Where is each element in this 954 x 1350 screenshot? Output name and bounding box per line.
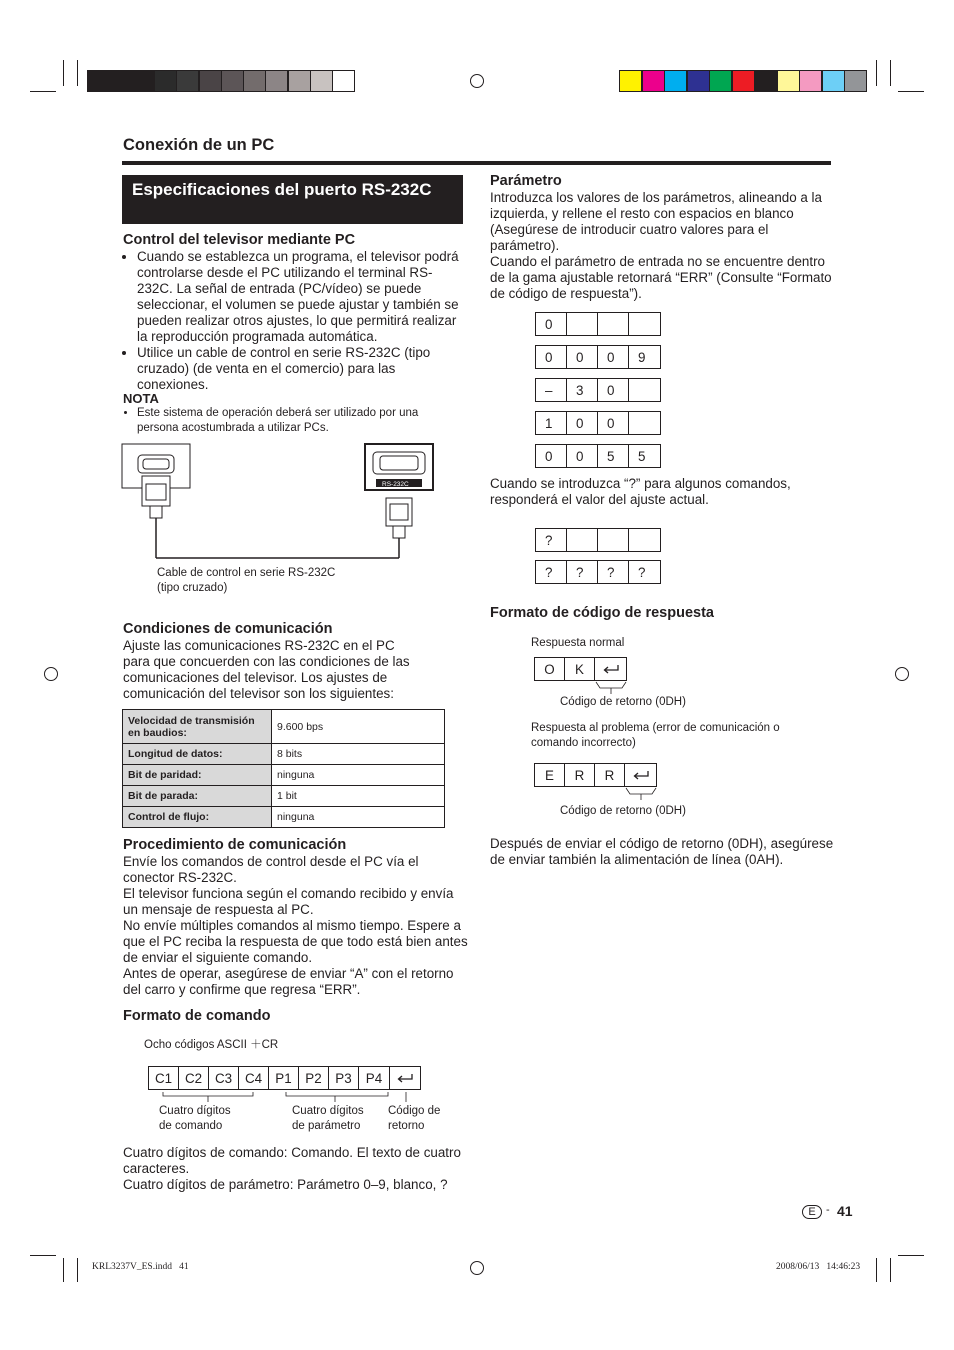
language-badge: E — [802, 1205, 822, 1219]
nota-text — [123, 406, 453, 435]
gray-swatch — [176, 70, 199, 92]
color-swatch — [754, 70, 777, 92]
parameter-text: Introduzca los valores de los parámetros, alineando a la izquierda, y rellene el resto con espacios en blanco (Asegúrese de introducir cuatro valores para el parámetro). Cuando el parámetro de entrada no se encuentre dentro de la gama ajustable retornará “ERR” (Consulte “Formato de código de respuesta”). — [490, 190, 832, 301]
parameter-digits-label: Cuatro dígitos de parámetro — [292, 1105, 364, 1132]
parameter-cell — [629, 379, 660, 401]
table-row: Longitud de datos: 8 bits — [123, 744, 445, 765]
list-item: • Este sistema de operación deberá ser utilizado por una persona acostumbrada a utilizar PCs. — [137, 406, 453, 435]
header-rule — [122, 161, 831, 165]
port-label: RS-232C — [382, 481, 409, 488]
response-heading: Formato de código de respuesta — [490, 605, 714, 621]
command-format-description: Cuatro dígitos de comando: Comando. El texto de cuatro caracteres. Cuatro dígitos de parámetro: Parámetro 0–9, blanco, ? — [123, 1145, 461, 1192]
parameter-cell: P1 — [269, 1067, 299, 1089]
table-row: Velocidad de transmisión en baudios: 9.600 bps — [123, 710, 445, 744]
response-text: Después de enviar el código de retorno (0DH), asegúrese de enviar también la alimentación de línea (0AH). — [490, 836, 834, 867]
return-code-ok-label: Código de retorno (0DH) — [560, 696, 686, 708]
parameter-cell: ? — [638, 564, 646, 580]
parameter-example-row — [535, 345, 661, 369]
parameter-cell: P3 — [329, 1067, 359, 1089]
registration-mark-icon — [470, 1261, 484, 1275]
gray-swatch — [199, 70, 222, 92]
gray-swatch — [132, 70, 155, 92]
parameter-cell: 0 — [536, 313, 567, 335]
response-cell: R — [595, 764, 625, 786]
ok-response-cells — [534, 657, 627, 681]
command-format-heading: Formato de comando — [123, 1008, 271, 1024]
parameter-cell: 0 — [598, 412, 629, 434]
gray-swatch — [87, 70, 110, 92]
procedure-text: Envíe los comandos de control desde el PC vía el conector RS-232C. El televisor funciona según el comando recibido y envía un mensaje de respuesta al PC. No envíe múltiples comandos al mismo tiempo. Espere a que el PC reciba la respuesta de que todo está bien antes de enviar el siguiente comando. Antes de operar, asegúrese de enviar “A” con el retorno del carro y confirme que regresa “ERR”. — [123, 854, 468, 997]
command-cell: C1 — [149, 1067, 179, 1089]
parameter-cell: ? — [536, 561, 567, 583]
parameter-cell: 1 — [536, 412, 567, 434]
parameter-cell: 0 — [567, 412, 598, 434]
color-swatch — [844, 70, 867, 92]
parameter-cell — [567, 313, 598, 335]
ok-bracket — [594, 681, 628, 695]
parameter-example-row — [535, 411, 661, 435]
registration-mark-icon — [470, 74, 484, 88]
command-format-cells — [148, 1066, 421, 1090]
color-swatch — [664, 70, 687, 92]
print-date: 2008/06/13 14:46:23 — [776, 1262, 861, 1272]
err-bracket — [624, 787, 658, 801]
parameter-cell — [567, 529, 598, 551]
page-number: 41 — [837, 1203, 853, 1219]
parameter-cell: 0 — [567, 346, 598, 368]
parameter-cell — [629, 313, 660, 335]
list-item: • Utilice un cable de control en serie RS-232C (tipo cruzado) (de venta en el comercio) para las conexiones. — [137, 345, 468, 393]
parameter-cell: 0 — [567, 445, 598, 467]
parameter-cell: – — [536, 379, 567, 401]
parameter-cell: 9 — [638, 349, 646, 365]
parameter-cell — [629, 529, 660, 551]
procedure-heading: Procedimiento de comunicación — [123, 837, 347, 853]
registration-mark-icon — [44, 667, 58, 681]
parameter-cell: 3 — [567, 379, 598, 401]
settings-table — [122, 709, 445, 828]
response-cell: K — [565, 658, 595, 680]
parameter-cell — [598, 313, 629, 335]
parameter-cell: 0 — [598, 379, 629, 401]
parameter-cell: ? — [598, 561, 629, 583]
table-row: Control de flujo: ninguna — [123, 807, 445, 828]
response-cell: O — [535, 658, 565, 680]
parameter-cell: 5 — [638, 448, 646, 464]
color-swatch — [642, 70, 665, 92]
return-key-icon — [625, 764, 656, 786]
color-swatch — [799, 70, 822, 92]
gray-swatch — [265, 70, 288, 92]
command-cell: C2 — [179, 1067, 209, 1089]
parameter-example-row — [535, 312, 661, 336]
nota-heading: NOTA — [123, 391, 159, 406]
conditions-heading: Condiciones de comunicación — [123, 621, 333, 637]
table-row: Bit de parada: 1 bit — [123, 786, 445, 807]
parameter-example-row — [535, 444, 661, 468]
color-swatch — [619, 70, 642, 92]
return-code-err-label: Código de retorno (0DH) — [560, 805, 686, 817]
cable-caption: Cable de control en serie RS-232C (tipo cruzado) — [157, 567, 336, 594]
gray-swatch — [154, 70, 177, 92]
parameter-cell: P4 — [359, 1067, 390, 1089]
parameter-example-row — [535, 560, 661, 584]
gray-swatch — [288, 70, 311, 92]
gray-swatch — [332, 70, 355, 92]
query-text: Cuando se introduzca “?” para algunos comandos, responderá el valor del ajuste actual. — [490, 476, 791, 507]
parameter-heading: Parámetro — [490, 173, 562, 189]
gray-swatch — [221, 70, 244, 92]
parameter-cell: 5 — [598, 445, 629, 467]
response-cell: R — [565, 764, 595, 786]
parameter-cell: ? — [536, 529, 567, 551]
parameter-cell: 0 — [536, 445, 567, 467]
control-bullets — [123, 249, 468, 393]
problem-response-label: Respuesta al problema (error de comunicación o comando incorrecto) — [531, 722, 780, 749]
parameter-example-row — [535, 528, 661, 552]
parameter-cell: ? — [567, 561, 598, 583]
list-item: • Cuando se establezca un programa, el televisor podrá controlarse desde el PC utilizando el terminal RS-232C. La señal de entrada (PC/vídeo) se puede seleccionar, el volumen se puede ajustar y también se pueden realizar otros ajustes, lo que permitirá realizar la reproducción programada automática. — [137, 249, 468, 345]
color-swatch — [822, 70, 845, 92]
file-info: KRL3237V_ES.indd 41 — [92, 1262, 189, 1272]
gray-swatch — [310, 70, 333, 92]
table-row: Bit de paridad: ninguna — [123, 765, 445, 786]
pc-cable-connector — [142, 476, 170, 558]
command-cell: C3 — [209, 1067, 239, 1089]
response-cell: E — [535, 764, 565, 786]
parameter-cell: 0 — [536, 346, 567, 368]
color-swatch — [732, 70, 755, 92]
parameter-cell: 0 — [598, 346, 629, 368]
tv-cable-connector — [386, 498, 412, 558]
return-key-icon — [595, 658, 626, 680]
page-number-separator: - — [826, 1204, 830, 1216]
command-cell: C4 — [239, 1067, 269, 1089]
gray-swatch — [109, 70, 132, 92]
section-header: Conexión de un PC — [123, 136, 275, 154]
return-code-label: Código de retorno — [388, 1105, 441, 1132]
parameter-cell: P2 — [299, 1067, 329, 1089]
err-response-cells — [534, 763, 657, 787]
parameter-example-row — [535, 378, 661, 402]
command-format-caption: Ocho códigos ASCII ＋CR — [144, 1039, 279, 1051]
color-swatch — [709, 70, 732, 92]
conditions-text: Ajuste las comunicaciones RS-232C en el PC para que concuerden con las condiciones de las comunicaciones del televisor. Los ajustes de comunicación del televisor son los siguientes: — [123, 638, 410, 701]
gray-swatch — [243, 70, 266, 92]
registration-mark-icon — [895, 667, 909, 681]
normal-response-label: Respuesta normal — [531, 637, 625, 649]
parameter-cell — [629, 412, 660, 434]
command-digits-label: Cuatro dígitos de comando — [159, 1105, 231, 1132]
control-heading: Control del televisor mediante PC — [123, 232, 356, 248]
parameter-cell — [598, 529, 629, 551]
tv-serial-port — [365, 444, 433, 490]
color-swatch — [777, 70, 800, 92]
page-title: Especificaciones del puerto RS-232C — [122, 175, 463, 224]
connection-diagram — [120, 440, 440, 565]
return-key-icon — [390, 1067, 420, 1089]
color-swatch — [687, 70, 710, 92]
